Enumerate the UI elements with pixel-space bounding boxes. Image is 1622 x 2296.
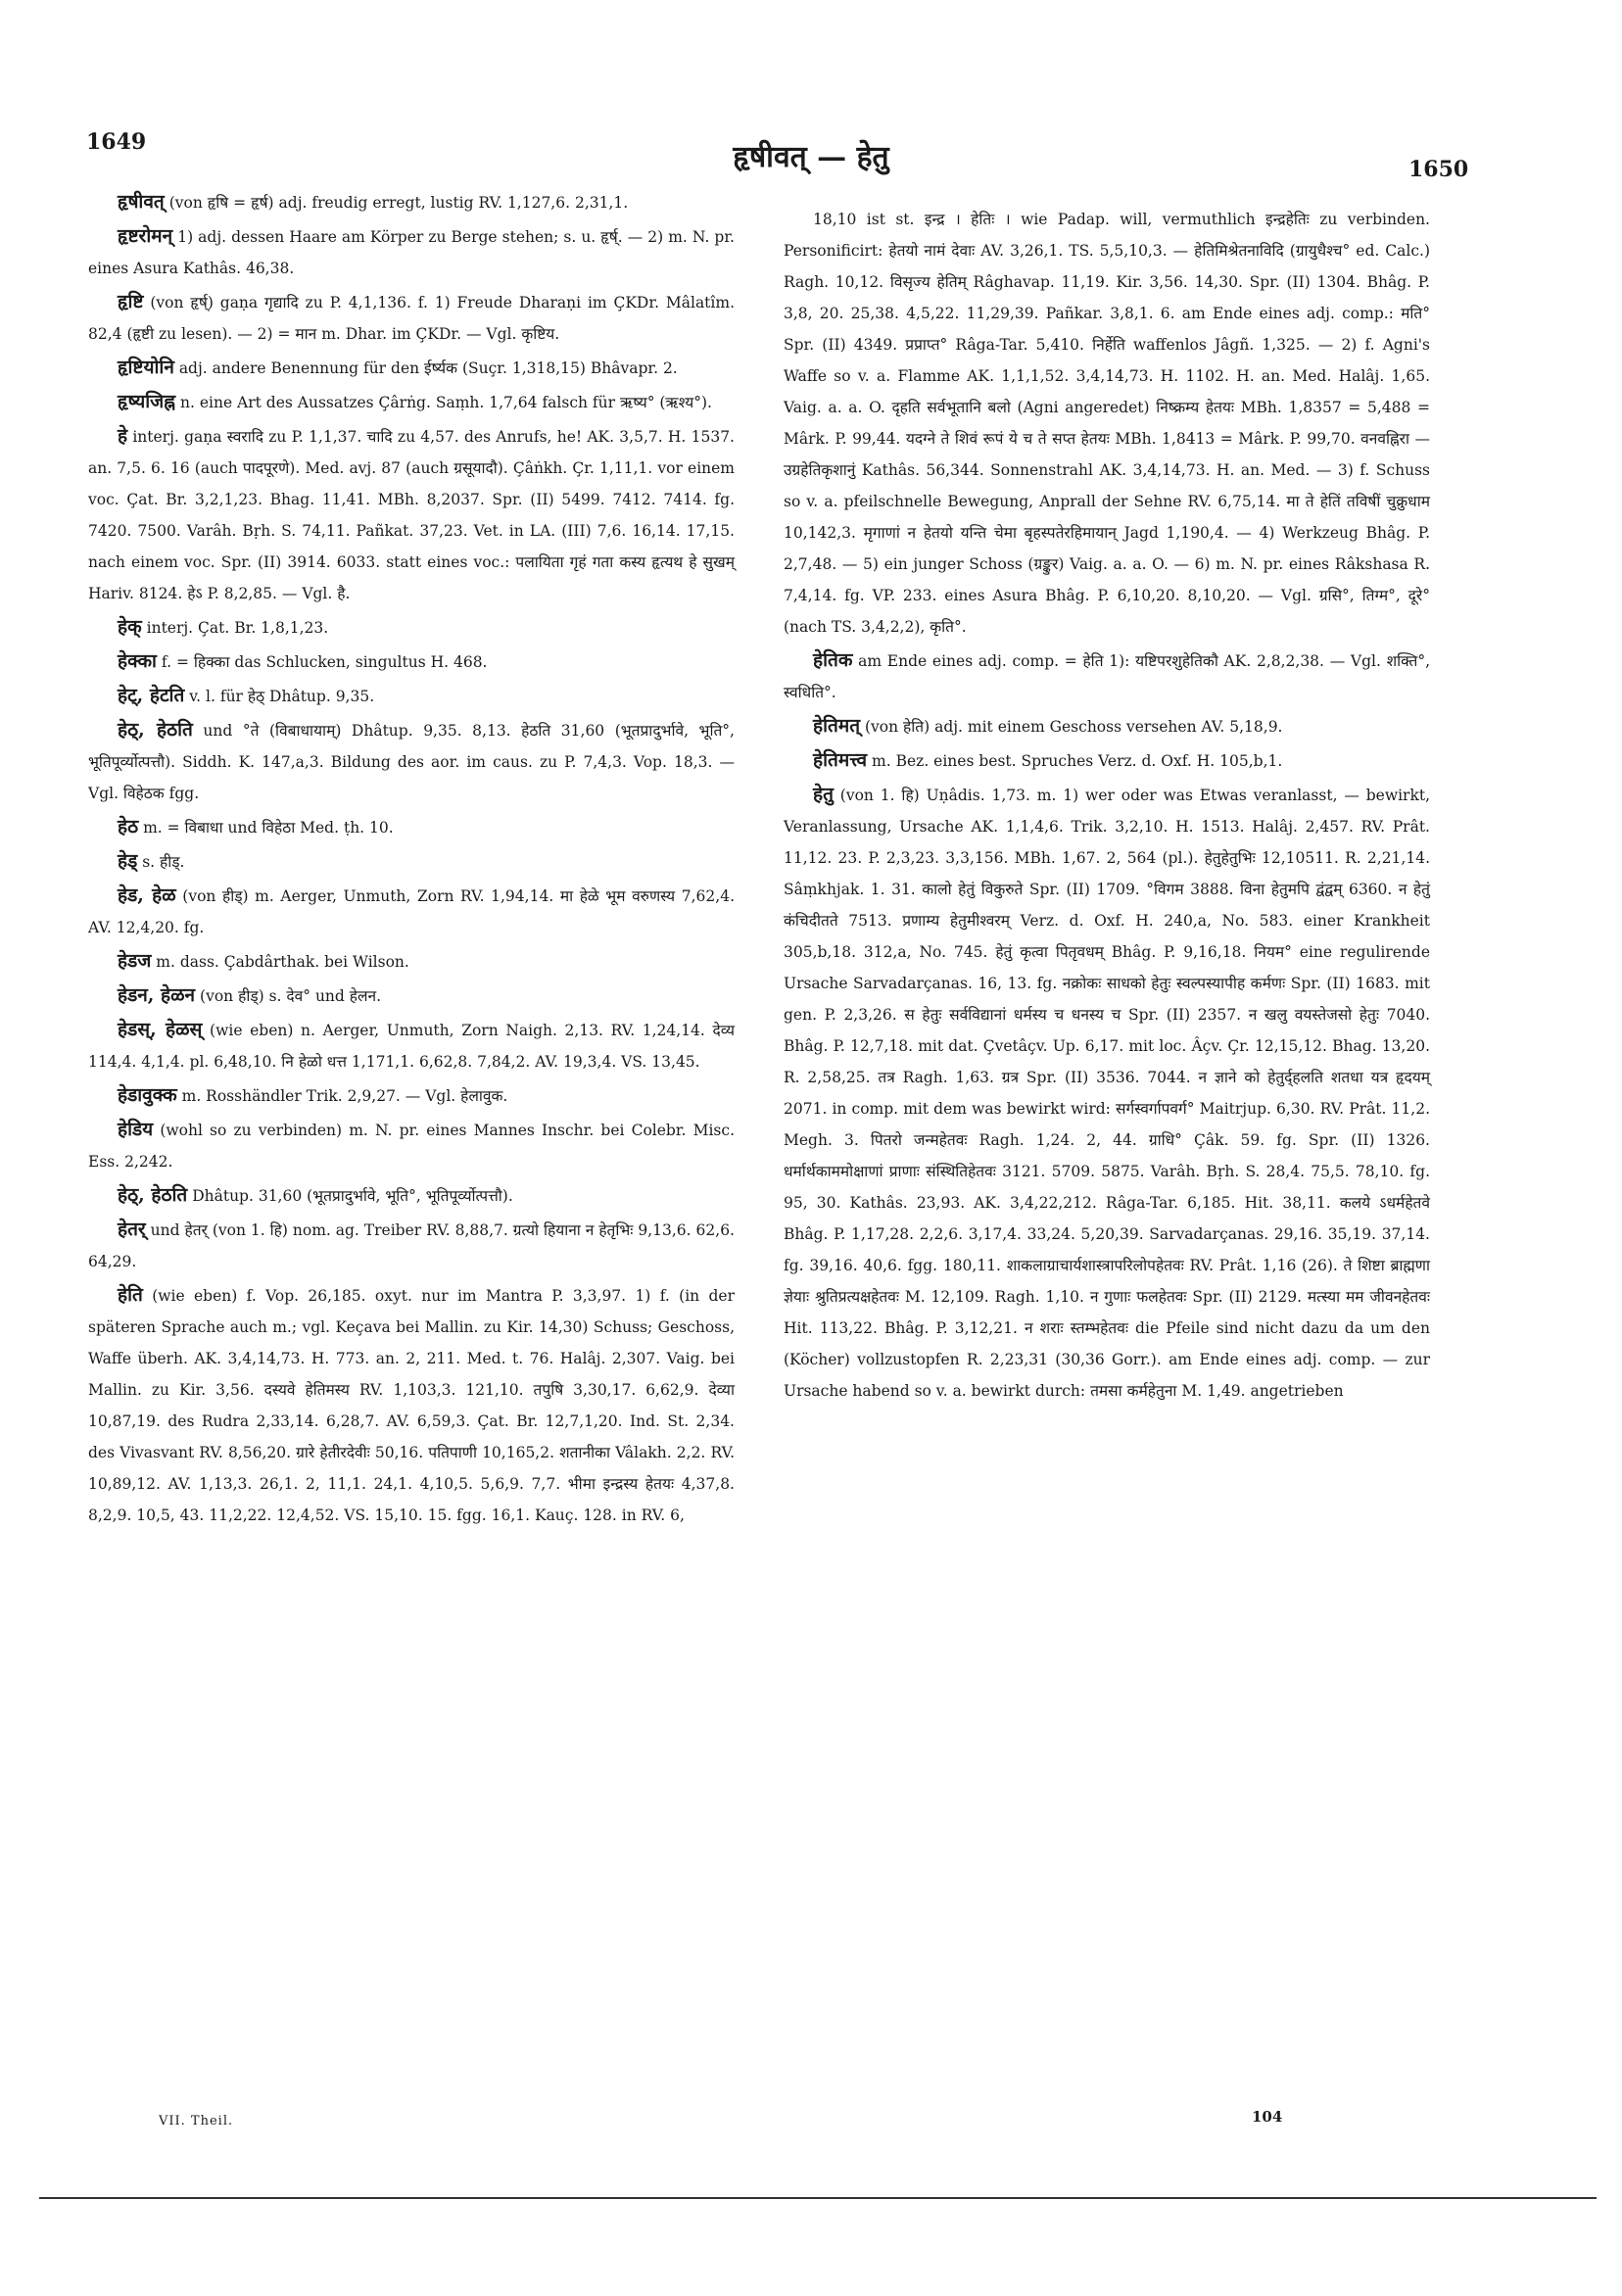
entry-headword: हृष्यजिह्न — [118, 391, 176, 412]
entry-text: (von हृर्ष्) gaṇa गृद्यादि zu P. 4,1,136. f. 1) Freude Dharaṇi im ÇKDr. Mâlatîm. 82,4 (हृष्टी zu lesen). — 2) = मान m. Dhar. im ÇKDr. — Vgl. कृष्टिय. — [88, 294, 735, 343]
entry-headword: हेक्का — [118, 650, 157, 672]
dictionary-entry — [784, 710, 1430, 742]
entry-text: interj. gaṇa स्वरादि zu P. 1,1,37. चादि zu 4,57. des Anrufs, he! AK. 3,5,7. H. 1537. an. 7,5. 6. 16 (auch पादपूरणे). Med. avj. 87 (auch ग्रसूयादौ). Çâṅkh. Çr. 1,11,1. vor einem voc. Çat. Br. 3,2,1,23. Bhag. 11,41. MBh. 8,2037. Spr. (II) 5499. 7412. 7414. fg. 7420. 7500. Varâh. Bṛh. S. 74,11. Pañkat. 37,23. Vet. in LA. (III) 7,6. 16,14. 17,15. nach einem voc. Spr. (II) 3914. 6033. statt eines voc.: पलायिता गृहं गता कस्य हृत्यथ हे सुखम् Hariv. 8124. हेऽ P. 8,2,85. — Vgl. है. — [88, 428, 735, 602]
entry-headword: हृष्टियोनि — [118, 357, 174, 378]
entry-text: und °ते (विबाधायाम्) Dhâtup. 9,35. 8,13. हेठति 31,60 (भूतप्रादुर्भावे, भूति°, भूतिपूर्व्योत्पत्तौ). Siddh. K. 147,a,3. Bildung des aor. im caus. zu P. 7,4,3. Vop. 18,3. — Vgl. विहेठक fgg. — [88, 722, 735, 802]
dictionary-entry — [88, 1079, 735, 1112]
entry-text: 1) adj. dessen Haare am Körper zu Berge stehen; s. u. हृर्ष्. — 2) m. N. pr. eines Asura Kathâs. 46,38. — [88, 228, 735, 277]
right-column — [784, 204, 1430, 1409]
dictionary-entry — [88, 286, 735, 350]
entry-headword: हेठ्, हेठति — [118, 1184, 188, 1206]
footer-signature: 104 — [1252, 2108, 1283, 2126]
entry-text: interj. Çat. Br. 1,8,1,23. — [146, 619, 329, 637]
dictionary-entry — [784, 645, 1430, 708]
dictionary-entry — [88, 386, 735, 418]
entry-headword: हेतर् — [118, 1219, 146, 1240]
entry-text: v. l. für हेठ् Dhâtup. 9,35. — [189, 688, 375, 705]
page-header-title: हृषीवत् — हेतु — [733, 140, 889, 174]
entry-text: (wohl so zu verbinden) m. N. pr. eines Mannes Inschr. bei Colebr. Misc. Ess. 2,242. — [88, 1122, 735, 1171]
left-column — [88, 186, 735, 1533]
entry-headword: हृष्टरोमन् — [118, 225, 173, 247]
dictionary-entry — [784, 204, 1430, 643]
dictionary-entry — [88, 714, 735, 809]
entry-text: f. = हिक्का das Schlucken, singultus H. 468. — [161, 653, 488, 671]
entry-headword: हेडस्, हेळस् — [118, 1019, 203, 1040]
footer-volume: VII. Theil. — [159, 2114, 234, 2129]
entry-text: m. Rosshändler Trik. 2,9,27. — Vgl. हेलावुक. — [181, 1087, 508, 1105]
entry-text: Dhâtup. 31,60 (भूतप्रादुर्भावे, भूति°, भूतिपूर्व्योत्पत्तौ). — [192, 1187, 513, 1205]
entry-text: (von हृषि = हृर्ष) adj. freudig erregt, lustig RV. 1,127,6. 2,31,1. — [168, 194, 629, 212]
entry-text: (von हीड्) m. Aerger, Unmuth, Zorn RV. 1,94,14. मा हेळे भूम वरुणस्य 7,62,4. AV. 12,4,20. fg. — [88, 887, 735, 936]
entry-headword: हेट्, हेटति — [118, 685, 185, 706]
entry-headword: हेतिमत्त्व — [813, 749, 868, 771]
entry-headword: हेडज — [118, 950, 152, 972]
entry-text: (wie eben) f. Vop. 26,185. oxyt. nur im Mantra P. 3,3,97. 1) f. (in der späteren Sprache auch m.; vgl. Keçava bei Mallin. zu Kir. 14,30) Schuss; Geschoss, Waffe überh. AK. 3,4,14,73. H. 773. an. 2, 211. Med. t. 76. Halâj. 2,307. Vaig. bei Mallin. zu Kir. 3,56. दस्यवे हेतिमस्य RV. 1,103,3. 121,10. तपुषि 3,30,17. 6,62,9. देव्या 10,87,19. des Rudra 2,33,14. 6,28,7. AV. 6,59,3. Çat. Br. 12,7,1,20. Ind. St. 2,34. des Vivasvant RV. 8,56,20. ग्रारे हेतीरदेवीः 50,16. पतिपाणी 10,165,2. शतानीका Vâlakh. 2,2. RV. 10,89,12. AV. 1,13,3. 26,1. 2, 11,1. 24,1. 4,10,5. 5,6,9. 7,7. भीमा इन्द्रस्य हेतयः 4,37,8. 8,2,9. 10,5, 43. 11,2,22. 12,4,52. VS. 15,10. 15. fgg. 16,1. Kauç. 128. in RV. 6, — [88, 1287, 735, 1524]
entry-text: adj. andere Benennung für den ईर्ष्यक (Suçr. 1,318,15) Bhâvapr. 2. — [178, 359, 678, 377]
entry-text: m. Bez. eines best. Spruches Verz. d. Oxf. H. 105,b,1. — [872, 752, 1283, 770]
entry-headword: हे — [118, 425, 128, 447]
entry-text: (von हीड्) s. देव° und हेलन. — [200, 987, 382, 1005]
dictionary-entry — [88, 646, 735, 678]
entry-headword: हेड, हेळ — [118, 885, 176, 906]
entry-headword: हेठ — [118, 816, 139, 837]
entry-text: und हेतर् (von 1. हि) nom. ag. Treiber RV. 8,88,7. ग्रत्यो हियाना न हेतृभिः 9,13,6. 62,6. 64,29. — [88, 1221, 735, 1270]
entry-headword: हेक् — [118, 616, 142, 638]
dictionary-entry — [88, 220, 735, 284]
entry-headword: हेठ्, हेठति — [118, 719, 193, 741]
entry-headword: हेडावुक्क — [118, 1084, 177, 1106]
dictionary-entry — [88, 880, 735, 943]
entry-headword: हेतिमत् — [813, 715, 861, 737]
dictionary-entry — [88, 845, 735, 878]
entry-text: (von हेति) adj. mit einem Geschoss versehen AV. 5,18,9. — [864, 718, 1283, 736]
dictionary-entry — [88, 680, 735, 712]
page-number-right: 1650 — [1408, 157, 1469, 182]
dictionary-entry — [88, 1279, 735, 1531]
dictionary-entry — [88, 980, 735, 1012]
entry-headword: हृष्टि — [118, 291, 144, 312]
entry-text: (von 1. हि) Uṇâdis. 1,73. m. 1) wer oder was Etwas veranlasst, — bewirkt, Veranlassung, Ursache AK. 1,1,4,6. Trik. 3,2,10. H. 1513. Halâj. 2,457. RV. Prât. 11,12. 23. P. 2,3,23. 3,3,156. MBh. 1,67. 2, 564 (pl.). हेतुहेतुभिः 12,10511. R. 2,21,14. Sâṃkhjak. 1. 31. कालो हेतुं विकुरुते Spr. (II) 1709. °विगम 3888. विना हेतुमपि द्वंद्वम् 6360. न हेतुं कंचिदीतते 7513. प्रणाम्य हेतुमीश्वरम् Verz. d. Oxf. H. 240,a, No. 583. einer Krankheit 305,b,18. 312,a, No. 745. हेतुं कृत्वा पितृवधम् Bhâg. P. 9,16,18. नियम° eine regulirende Ursache Sarvadarçanas. 16, 13. fg. नक्रोकः साधको हेतुः स्वल्पस्यापीह कर्मणः Spr. (II) 1683. mit gen. P. 2,3,26. स हेतुः सर्वविद्यानां धर्मस्य च धनस्य च Spr. (II) 2357. न खलु वयस्तेजसो हेतुः 7040. Bhâg. P. 12,7,18. mit dat. Çvetâçv. Up. 6,17. mit loc. Âçv. Çr. 12,15,12. Bhag. 13,20. R. 2,58,25. तत्र Ragh. 1,63. ग्रत्र Spr. (II) 3536. 7044. न ज्ञाने को हेतुर्द्हलति शतधा यत्र हृदयम् 2071. in comp. mit dem was bewirkt wird: सर्गस्वर्गापवर्ग° Maitrjup. 6,30. RV. Prât. 11,2. Megh. 3. पितरो जन्महेतवः Ragh. 1,24. 2, 44. ग्राधि° Çâk. 59. fg. Spr. (II) 1326. धर्मार्थकाममोक्षाणां प्राणाः संस्थितिहेतवः 3121. 5709. 5875. Varâh. Bṛh. S. 28,4. 75,5. 78,10. fg. 95, 30. Kathâs. 23,93. AK. 3,4,22,212. Râga-Tar. 6,185. Hit. 38,11. कलये ऽधर्महेतवे Bhâg. P. 1,17,28. 2,2,6. 3,17,4. 33,24. 5,20,39. Sarvadarçanas. 29,16. 35,19. 37,14. fg. 39,16. 40,6. fgg. 180,11. शाकलाग्राचार्यशास्त्रापरिलोपहेतवः RV. Prât. 1,16 (26). ते शिष्टा ब्राह्मणा ज्ञेयाः श्रुतिप्रत्यक्षहेतवः M. 12,109. Ragh. 1,10. न गुणाः फलहेतवः Spr. (II) 2129. मत्स्या मम जीवनहेतवः Hit. 113,22. Bhâg. P. 3,12,21. न शराः स्तम्भहेतवः die Pfeile sind nicht dazu da um den (Köcher) vollzustopfen R. 2,23,31 (30,36 Gorr.). am Ende eines adj. comp. — zur Ursache habend so v. a. bewirkt durch: तमसा कर्महेतुना M. 1,49. angetrieben — [784, 787, 1430, 1400]
dictionary-entry — [88, 945, 735, 978]
dictionary-entry — [88, 1114, 735, 1177]
dictionary-entry — [784, 779, 1430, 1407]
page-number-left: 1649 — [86, 129, 147, 155]
dictionary-entry — [88, 1214, 735, 1277]
entry-headword: हेति — [118, 1284, 143, 1306]
dictionary-entry — [88, 186, 735, 218]
entry-text: m. = विबाधा und विहेठा Med. ṭh. 10. — [143, 819, 394, 837]
dictionary-entry — [88, 1014, 735, 1077]
entry-headword: हृषीवत् — [118, 191, 165, 213]
entry-text: n. eine Art des Aussatzes Çârṅg. Saṃh. 1,7,64 falsch für ऋष्य° (ऋश्य°). — [180, 394, 712, 411]
dictionary-entry — [88, 611, 735, 644]
dictionary-entry — [88, 1179, 735, 1212]
entry-text: 18,10 ist st. इन्द्र । हेतिः । wie Padap. will, vermuthlich इन्द्रहेतिः zu verbinden. Personificirt: हेतयो नामं देवाः AV. 3,26,1. TS. 5,5,10,3. — हेतिमिश्रेतनाविदि (ग्रायुधैश्च° ed. Calc.) Ragh. 10,12. विसृज्य हेतिम् Râghavap. 11,19. Kir. 3,56. 14,30. Spr. (II) 1304. Bhâg. P. 3,8, 20. 25,38. 4,5,22. 11,29,39. Pañkar. 3,8,1. 6. am Ende eines adj. comp.: मति° Spr. (II) 4349. प्रप्राप्त° Râga-Tar. 5,410. निर्हेति waffenlos Jâgñ. 1,325. — 2) f. Agni's Waffe so v. a. Flamme AK. 1,1,1,52. 3,4,14,73. H. 1102. H. an. Med. Halâj. 1,65. Vaig. a. a. O. दृहति सर्वभूतानि बलो (Agni angeredet) निष्क्रम्य हेतयः MBh. 1,8357 = 5,488 = Mârk. P. 99,44. यदग्ने ते शिवं रूपं ये च ते सप्त हेतयः MBh. 1,8413 = Mârk. P. 99,70. वनवह्निरा — उग्रहेतिकृशानुं Kathâs. 56,344. Sonnenstrahl AK. 3,4,14,73. H. an. Med. — 3) f. Schuss so v. a. pfeilschnelle Bewegung, Anprall der Sehne RV. 6,75,14. मा ते हेतिं तविषीं चुक्रुधाम 10,142,3. मृगाणां न हेतयो यन्ति चेमा बृहस्पतेरहिमायान् Jagd 1,190,4. — 4) Werkzeug Bhâg. P. 2,7,48. — 5) ein junger Schoss (ग्रङ्कुर) Vaig. a. a. O. — 6) m. N. pr. eines Râkshasa R. 7,4,14. fg. VP. 233. eines Asura Bhâg. P. 6,10,20. 8,10,20. — Vgl. ग्रसि°, तिग्म°, दूरे° (nach TS. 3,4,2,2), कृति°. — [784, 211, 1430, 636]
entry-text: s. हीड्. — [142, 853, 185, 871]
entry-text: (wie eben) n. Aerger, Unmuth, Zorn Naigh. 2,13. RV. 1,24,14. देव्य 114,4. 4,1,4. pl. 6,48,10. नि हेळो धत्त 1,171,1. 6,62,8. 7,84,2. AV. 19,3,4. VS. 13,45. — [88, 1022, 735, 1071]
dictionary-entry — [88, 420, 735, 609]
entry-text: am Ende eines adj. comp. = हेति 1): यष्टिपरशुहेतिकौ AK. 2,8,2,38. — Vgl. शक्ति°, स्वधिति°. — [784, 652, 1430, 701]
entry-headword: हेड् — [118, 850, 138, 872]
entry-text: m. dass. Çabdârthak. bei Wilson. — [156, 953, 409, 971]
bottom-rule — [39, 2197, 1597, 2199]
entry-headword: हेडन, हेळन — [118, 984, 196, 1006]
entry-headword: हेडिय — [118, 1119, 154, 1140]
entry-headword: हेतिक — [813, 649, 853, 671]
entry-headword: हेतु — [813, 784, 834, 805]
dictionary-entry — [88, 352, 735, 384]
dictionary-entry — [88, 811, 735, 843]
dictionary-entry — [784, 744, 1430, 777]
